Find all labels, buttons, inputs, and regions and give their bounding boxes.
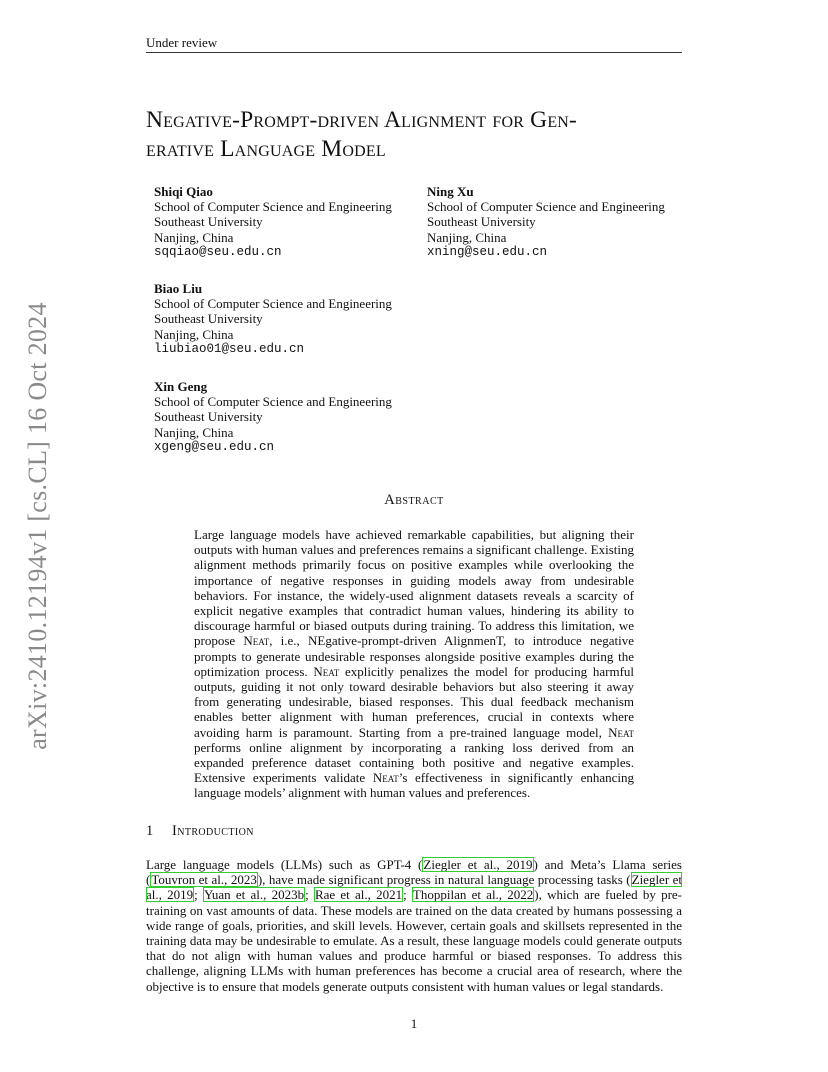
author-block	[154, 184, 392, 260]
method-name: Neat	[608, 724, 634, 740]
header-rule	[146, 52, 682, 53]
citation-link[interactable]: Rae et al., 2021	[314, 887, 403, 903]
body-text: ), which are fueled by pre-training on vast amounts of data. These models are trained on the data created by humans possessing a wide range of goals, priorities, and skill levels. However, certain goals and skillsets represented in the training data may be undesirable to emulate. As a result, these language models could generate outputs that do not align with human values and produce harmful or biased responses. To address this challenge, aligning LLMs with human preferences has become a crucial area of research, where the objective is to ensure that models generate outputs consistent with human values or legal standards.	[146, 887, 682, 994]
author-name: Shiqi Qiao	[154, 184, 213, 199]
page-number: 1	[410, 1016, 418, 1031]
author-name: Ning Xu	[427, 184, 474, 199]
citation-link[interactable]: Thoppilan et al., 2022	[412, 887, 534, 903]
section-heading	[146, 823, 254, 840]
author-city: Nanjing, China	[427, 229, 507, 245]
author-block	[154, 379, 392, 455]
body-text: ;	[305, 887, 314, 903]
section-number: 1	[146, 823, 154, 839]
citation-link[interactable]: Ziegler et al., 2019	[146, 872, 682, 903]
author-name: Xin Geng	[154, 379, 208, 394]
author-city: Nanjing, China	[154, 229, 234, 245]
author-email: xgeng@seu.edu.cn	[154, 439, 275, 454]
body-text: ), have made significant progress in natural language processing tasks (	[257, 872, 631, 888]
author-univ: Southeast University	[427, 214, 536, 230]
body-text: ;	[194, 887, 203, 903]
author-univ: Southeast University	[154, 311, 263, 327]
arxiv-id-label: arXiv:2410.12194v1 [cs.CL] 16 Oct 2024	[23, 302, 52, 750]
author-block	[427, 184, 665, 260]
title-line-2: erative Language Model	[146, 136, 386, 162]
introduction-paragraph	[146, 857, 682, 994]
author-email: xning@seu.edu.cn	[427, 244, 548, 259]
body-text: Large language models (LLMs) such as GPT-4 (	[146, 857, 423, 872]
author-block	[154, 281, 392, 357]
author-email: liubiao01@seu.edu.cn	[154, 341, 305, 356]
author-dept: School of Computer Science and Engineering	[154, 394, 392, 410]
abstract-text: , i.e., NEgative-prompt-driven AlignmenT, to introduce negative prompts to generate undesirable responses alongside positive examples during the optimization process.	[194, 633, 634, 679]
citation-link[interactable]: Ziegler et al., 2019	[423, 857, 533, 872]
author-name: Biao Liu	[154, 281, 203, 296]
method-name: Neat	[243, 633, 270, 649]
title-line-1: Negative-Prompt-driven Alignment for Gen-	[146, 107, 578, 133]
abstract-heading: Abstract	[384, 492, 444, 508]
author-univ: Southeast University	[154, 409, 263, 425]
author-email: sqqiao@seu.edu.cn	[154, 244, 282, 259]
abstract-text: performs online alignment by incorporating a ranking loss derived from an expanded preference dataset containing both positive and negative examples. Extensive experiments validate	[194, 739, 634, 786]
section-title: Introduction	[172, 823, 254, 839]
author-city: Nanjing, China	[154, 326, 234, 342]
abstract-text: ’s effectiveness in significantly enhancing language models’ alignment with human values and preferences.	[194, 770, 634, 801]
body-text: ;	[403, 887, 412, 903]
abstract-body	[194, 527, 634, 801]
body-text: ) and Meta’s Llama series (	[146, 857, 682, 888]
citation-link[interactable]: Yuan et al., 2023b	[203, 887, 305, 903]
abstract-text: explicitly penalizes the model for producing harmful outputs, guiding it not only toward desirable behaviors but also steering it away from generating undesirable, biased responses. This dual feedback mechanism enables better alignment with human preferences, crucial in contexts where avoiding harm is paramount. Starting from a pre-trained language model,	[194, 663, 635, 740]
method-name: Neat	[313, 663, 340, 679]
abstract-text: Large language models have achieved remarkable capabilities, but aligning their outputs with human values and preferences remains a significant challenge. Existing alignment methods primarily focus on positive examples while overlooking the importance of negative responses in guiding models away from undesirable behaviors. For instance, the widely-used alignment datasets reveals a scarcity of explicit negative examples that contradict human values, hindering its ability to discourage harmful or biased outputs during training. To address this limitation, we propose	[194, 527, 634, 649]
author-dept: School of Computer Science and Engineering	[154, 296, 392, 312]
paper-title	[146, 106, 686, 164]
method-name: Neat	[372, 770, 399, 786]
running-header: Under review	[146, 35, 218, 50]
citation-link[interactable]: Touvron et al., 2023	[151, 872, 257, 888]
author-city: Nanjing, China	[154, 424, 234, 440]
author-univ: Southeast University	[154, 214, 263, 230]
author-dept: School of Computer Science and Engineering	[154, 199, 392, 215]
arxiv-sidebar	[8, 296, 68, 756]
author-dept: School of Computer Science and Engineering	[427, 199, 665, 215]
